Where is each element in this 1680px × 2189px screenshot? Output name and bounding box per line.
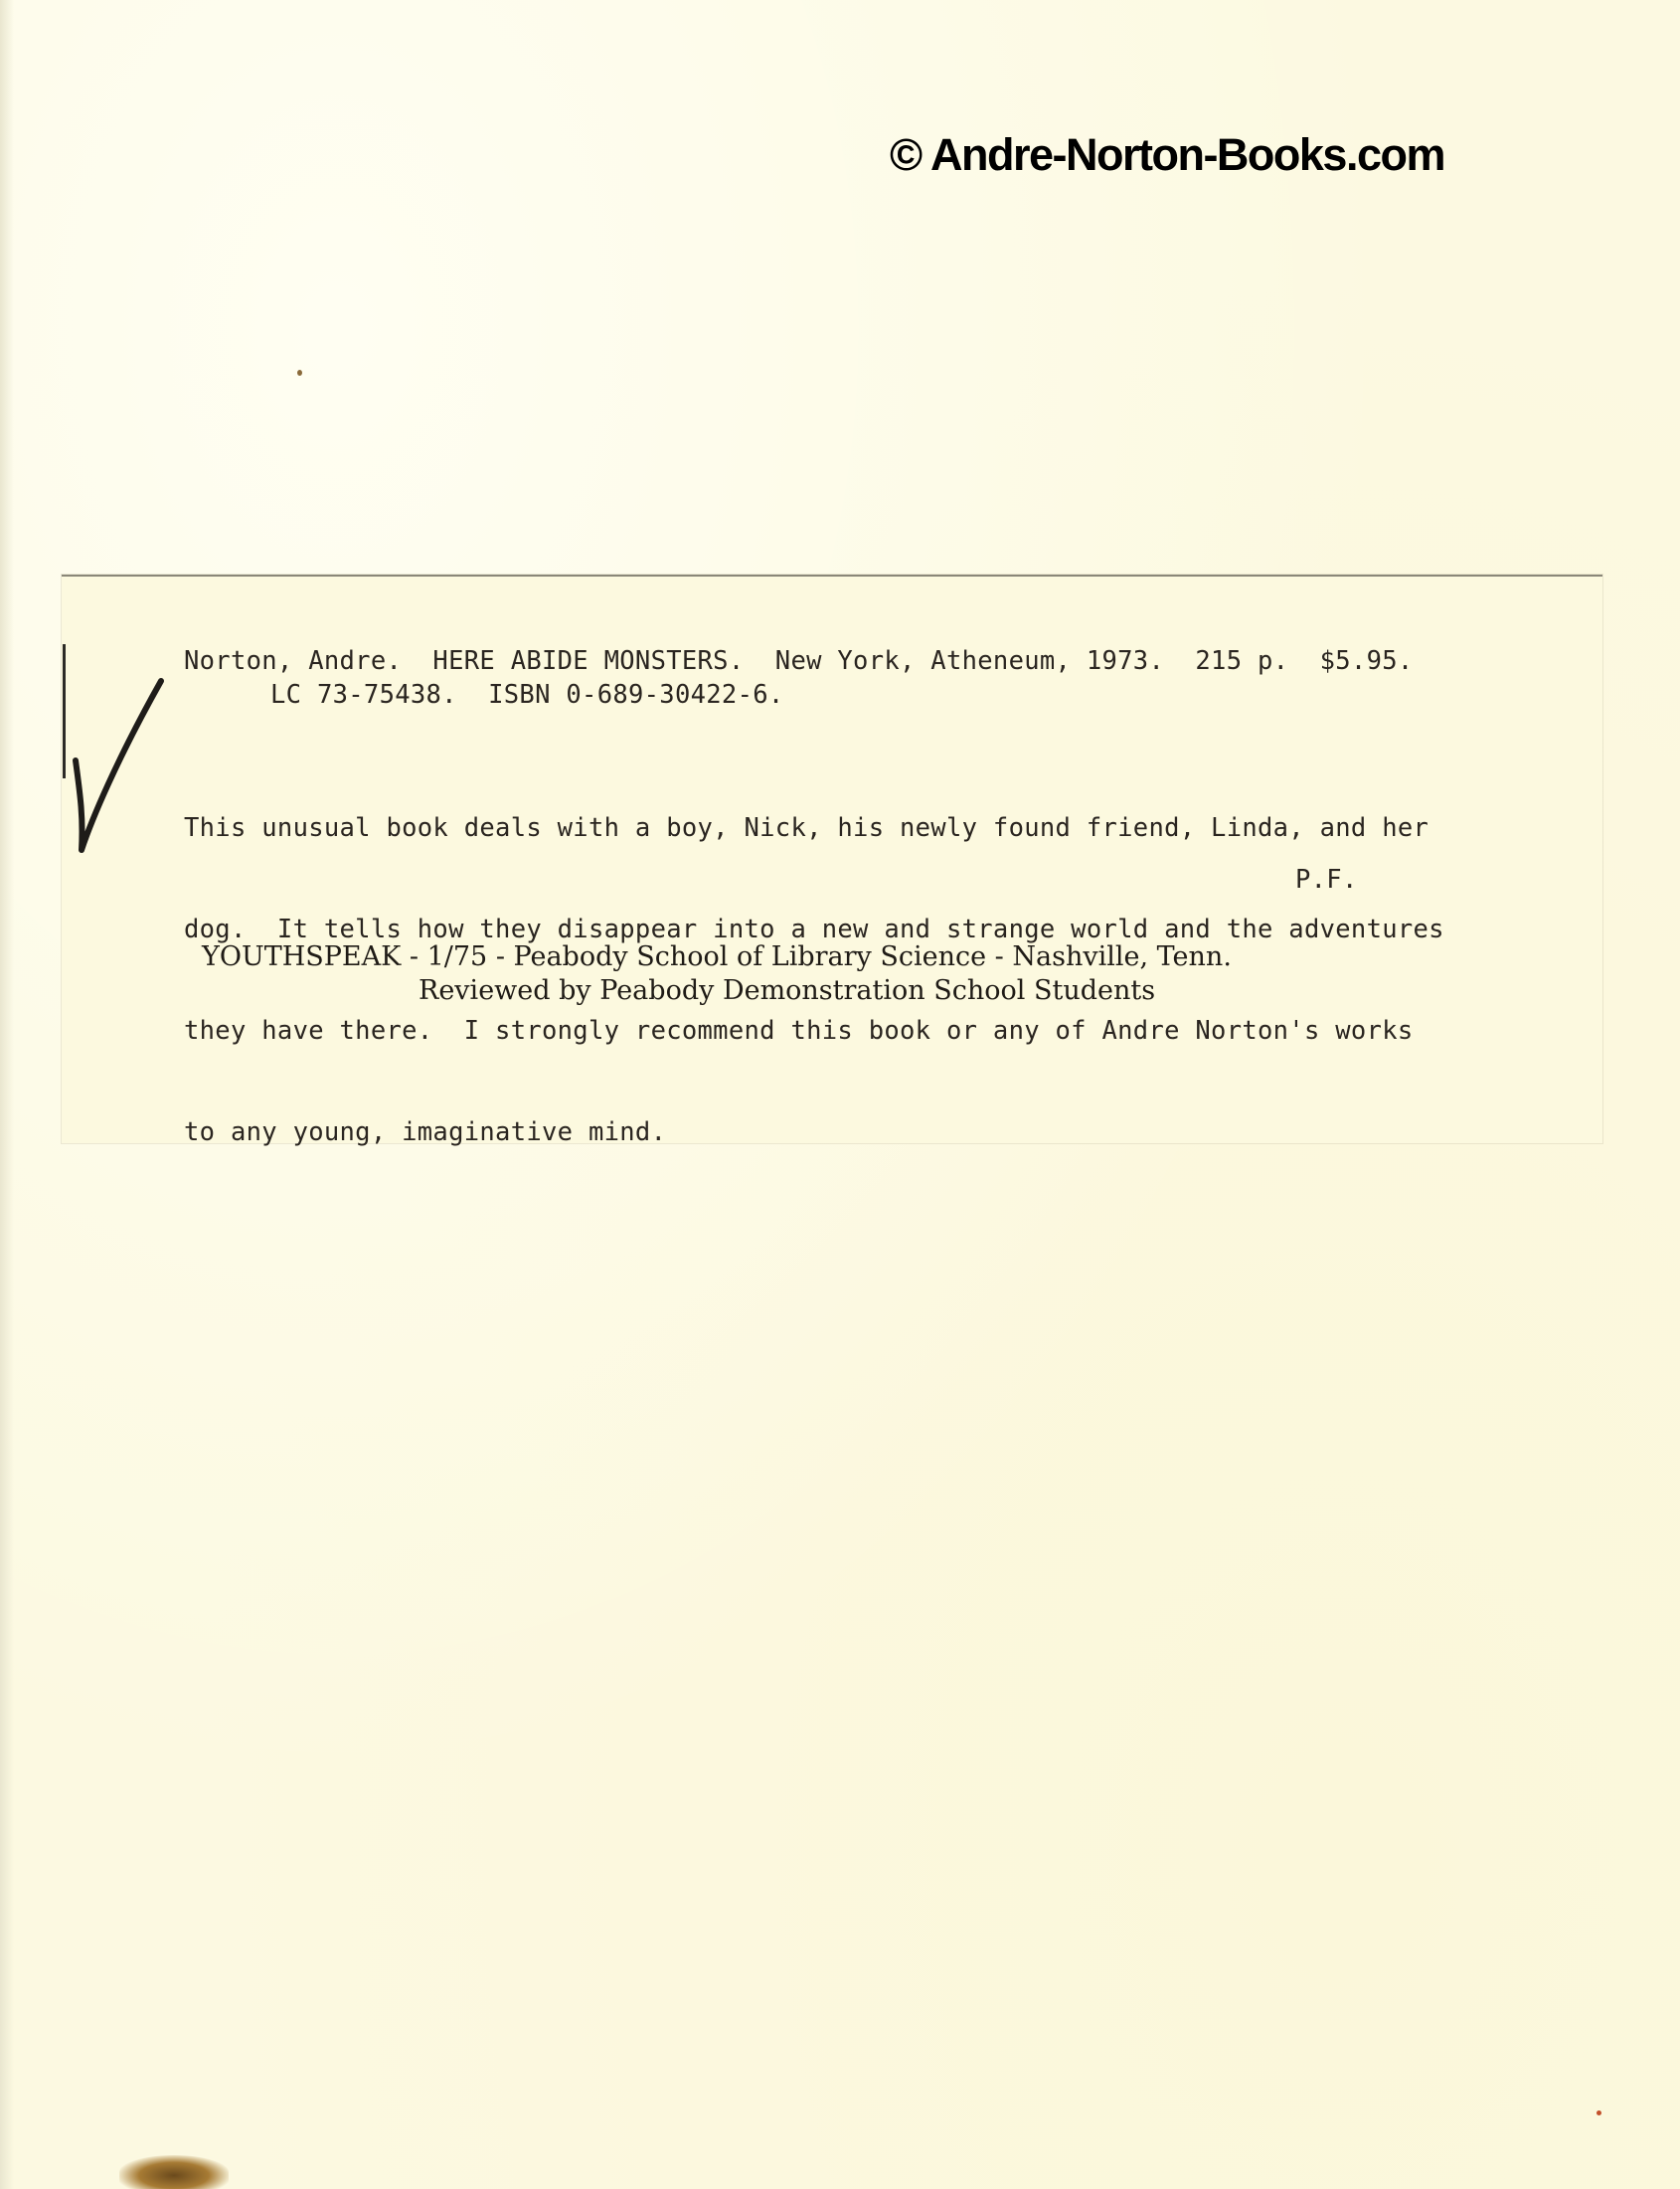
- reviewer-initials: P.F.: [1295, 865, 1358, 895]
- paper-speck: [1596, 2110, 1601, 2115]
- paper-speck: [297, 370, 302, 376]
- review-line: This unusual book deals with a boy, Nick, his newly found friend, Linda, and her: [184, 813, 1429, 843]
- watermark: © Andre-Norton-Books.com: [890, 129, 1444, 180]
- review-line: they have there. I strongly recommend this book or any of Andre Norton's works: [184, 1016, 1414, 1046]
- review-line: dog. It tells how they disappear into a new and strange world and the adventures: [184, 915, 1444, 944]
- review-line: to any young, imaginative mind.: [184, 1117, 667, 1147]
- source-line-1: YOUTHSPEAK - 1/75 - Peabody School of Library Science - Nashville, Tenn.: [202, 941, 1232, 972]
- paper-edge-shadow: [0, 0, 14, 2189]
- checkmark-icon: [62, 641, 181, 870]
- citation-line-2: LC 73-75438. ISBN 0-689-30422-6.: [270, 680, 784, 710]
- paper-stain: [119, 2155, 229, 2189]
- source-line-2: Reviewed by Peabody Demonstration School Students: [419, 975, 1156, 1006]
- citation-line-1: Norton, Andre. HERE ABIDE MONSTERS. New York, Atheneum, 1973. 215 p. $5.95.: [184, 646, 1414, 676]
